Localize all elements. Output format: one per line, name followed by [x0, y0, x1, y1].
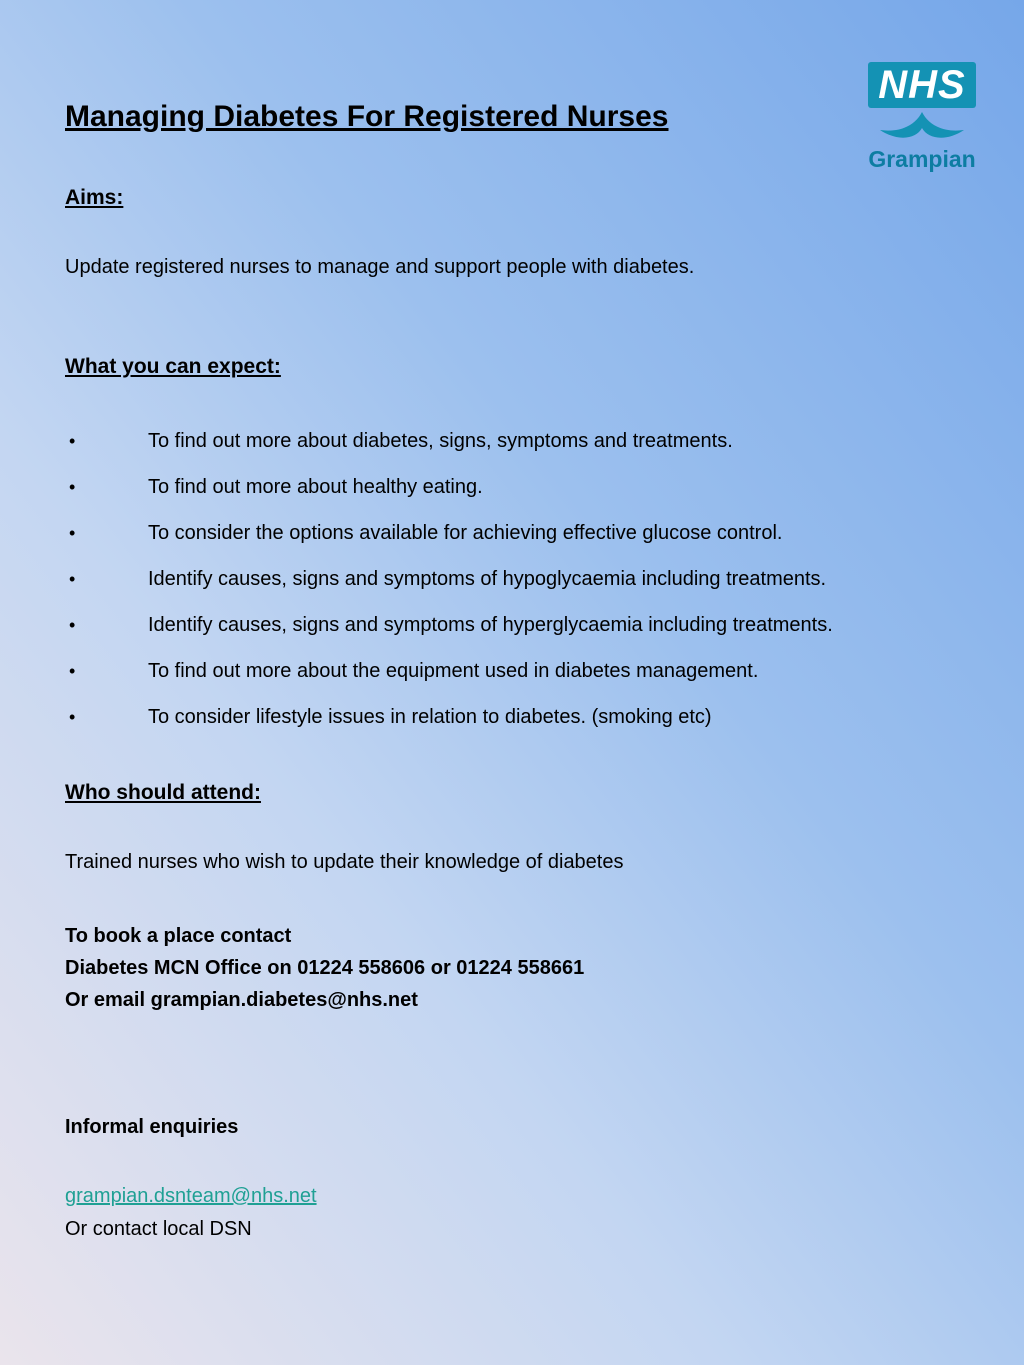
contact-local-dsn-text: Or contact local DSN	[65, 1218, 252, 1240]
bullet-icon: •	[69, 707, 76, 727]
bullet-icon: •	[69, 431, 76, 451]
list-item-text: To find out more about healthy eating.	[148, 476, 483, 498]
informal-enquiries-heading: Informal enquiries	[65, 1116, 239, 1138]
bullet-icon: •	[69, 615, 76, 635]
list-item-text: To consider lifestyle issues in relation to diabetes. (smoking etc)	[148, 706, 712, 728]
expect-heading: What you can expect:	[65, 355, 281, 378]
bullet-icon: •	[69, 523, 76, 543]
swoosh-icon	[870, 110, 974, 144]
list-item	[65, 477, 976, 497]
list-item	[65, 661, 976, 681]
attend-heading: Who should attend:	[65, 781, 261, 804]
booking-line-1: To book a place contact	[65, 925, 292, 947]
nhs-logo-text: NHS	[878, 63, 966, 107]
list-item	[65, 569, 976, 589]
bullet-icon: •	[69, 661, 76, 681]
booking-block	[65, 920, 976, 1016]
page-title: Managing Diabetes For Registered Nurses	[65, 100, 669, 133]
nhs-logo-box	[868, 62, 975, 108]
list-item-text: Identify causes, signs and symptoms of hypoglycaemia including treatments.	[148, 568, 827, 590]
list-item-text: Identify causes, signs and symptoms of hyperglycaemia including treatments.	[148, 614, 833, 636]
booking-line-3: Or email grampian.diabetes@nhs.net	[65, 989, 418, 1011]
expect-list	[65, 431, 976, 727]
bullet-icon: •	[69, 569, 76, 589]
booking-line-2: Diabetes MCN Office on 01224 558606 or 01224 558661	[65, 957, 585, 979]
list-item-text: To find out more about the equipment used in diabetes management.	[148, 660, 759, 682]
email-link[interactable]: grampian.dsnteam@nhs.net	[65, 1185, 317, 1207]
bullet-icon: •	[69, 477, 76, 497]
list-item-text: To find out more about diabetes, signs, symptoms and treatments.	[148, 430, 733, 452]
list-item-text: To consider the options available for achieving effective glucose control.	[148, 522, 783, 544]
aims-text: Update registered nurses to manage and support people with diabetes.	[65, 256, 695, 278]
nhs-grampian-logo	[864, 62, 980, 173]
list-item	[65, 523, 976, 543]
list-item	[65, 431, 976, 451]
list-item	[65, 707, 976, 727]
attend-text: Trained nurses who wish to update their knowledge of diabetes	[65, 851, 624, 873]
aims-heading: Aims:	[65, 186, 124, 209]
list-item	[65, 615, 976, 635]
grampian-label: Grampian	[868, 146, 976, 172]
